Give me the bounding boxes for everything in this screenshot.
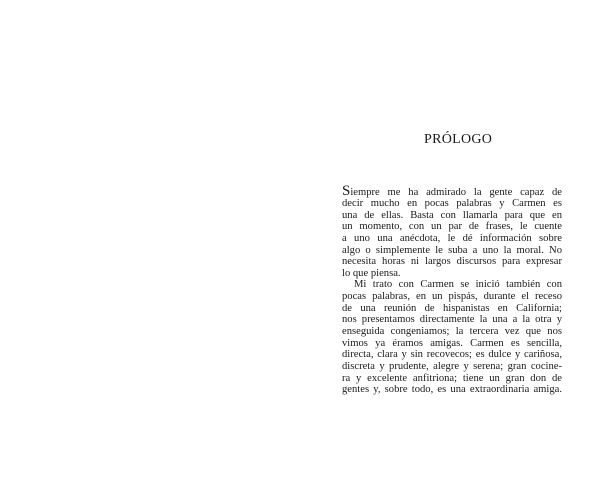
text-line: decir mucho en pocas palabras y Carmen es — [342, 198, 562, 209]
paragraph — [342, 184, 562, 279]
text-line: a uno una anécdota, le dé información sobre — [342, 232, 562, 244]
text-line: directa, clara y sin recovecos; es dulce y cariñosa, — [342, 349, 562, 361]
text-line: nos presentamos directamente la una a la otra y — [342, 314, 562, 326]
text-line: Mi trato con Carmen se inició también con — [354, 279, 562, 291]
text-line — [342, 184, 562, 198]
text-line: necesita horas ni largos discursos para expresar — [342, 256, 562, 268]
text-line: algo o simplemente le suba a uno la moral. No — [342, 244, 562, 256]
body-text — [342, 184, 562, 396]
text-line: pocas palabras, en un pispás, durante el receso — [342, 291, 562, 303]
text-line: un momento, con un par de frases, le cuente — [342, 221, 562, 233]
paragraph — [342, 279, 562, 395]
text-line: vimos ya éramos amigas. Carmen es sencilla, — [342, 337, 562, 349]
text-line: lo que piensa. — [342, 267, 401, 279]
text-line: una de ellas. Basta con llamarla para que en — [342, 209, 562, 221]
text-line: enseguida congeniamos; la tercera vez que nos — [342, 326, 562, 338]
text-line: de una reunión de hispanistas en California; — [342, 302, 562, 314]
chapter-title: PRÓLOGO — [424, 132, 493, 147]
line-rest: iempre me ha admirado la gente capaz de — [350, 187, 562, 198]
text-line: discreta y prudente, alegre y serena; gran cocine- — [342, 360, 562, 372]
text-line: gentes y, sobre todo, es una extraordinaria amiga. — [342, 384, 562, 396]
text-line: ra y excelente anfitriona; tiene un gran don de — [342, 372, 562, 384]
drop-cap-letter: S — [342, 183, 351, 199]
